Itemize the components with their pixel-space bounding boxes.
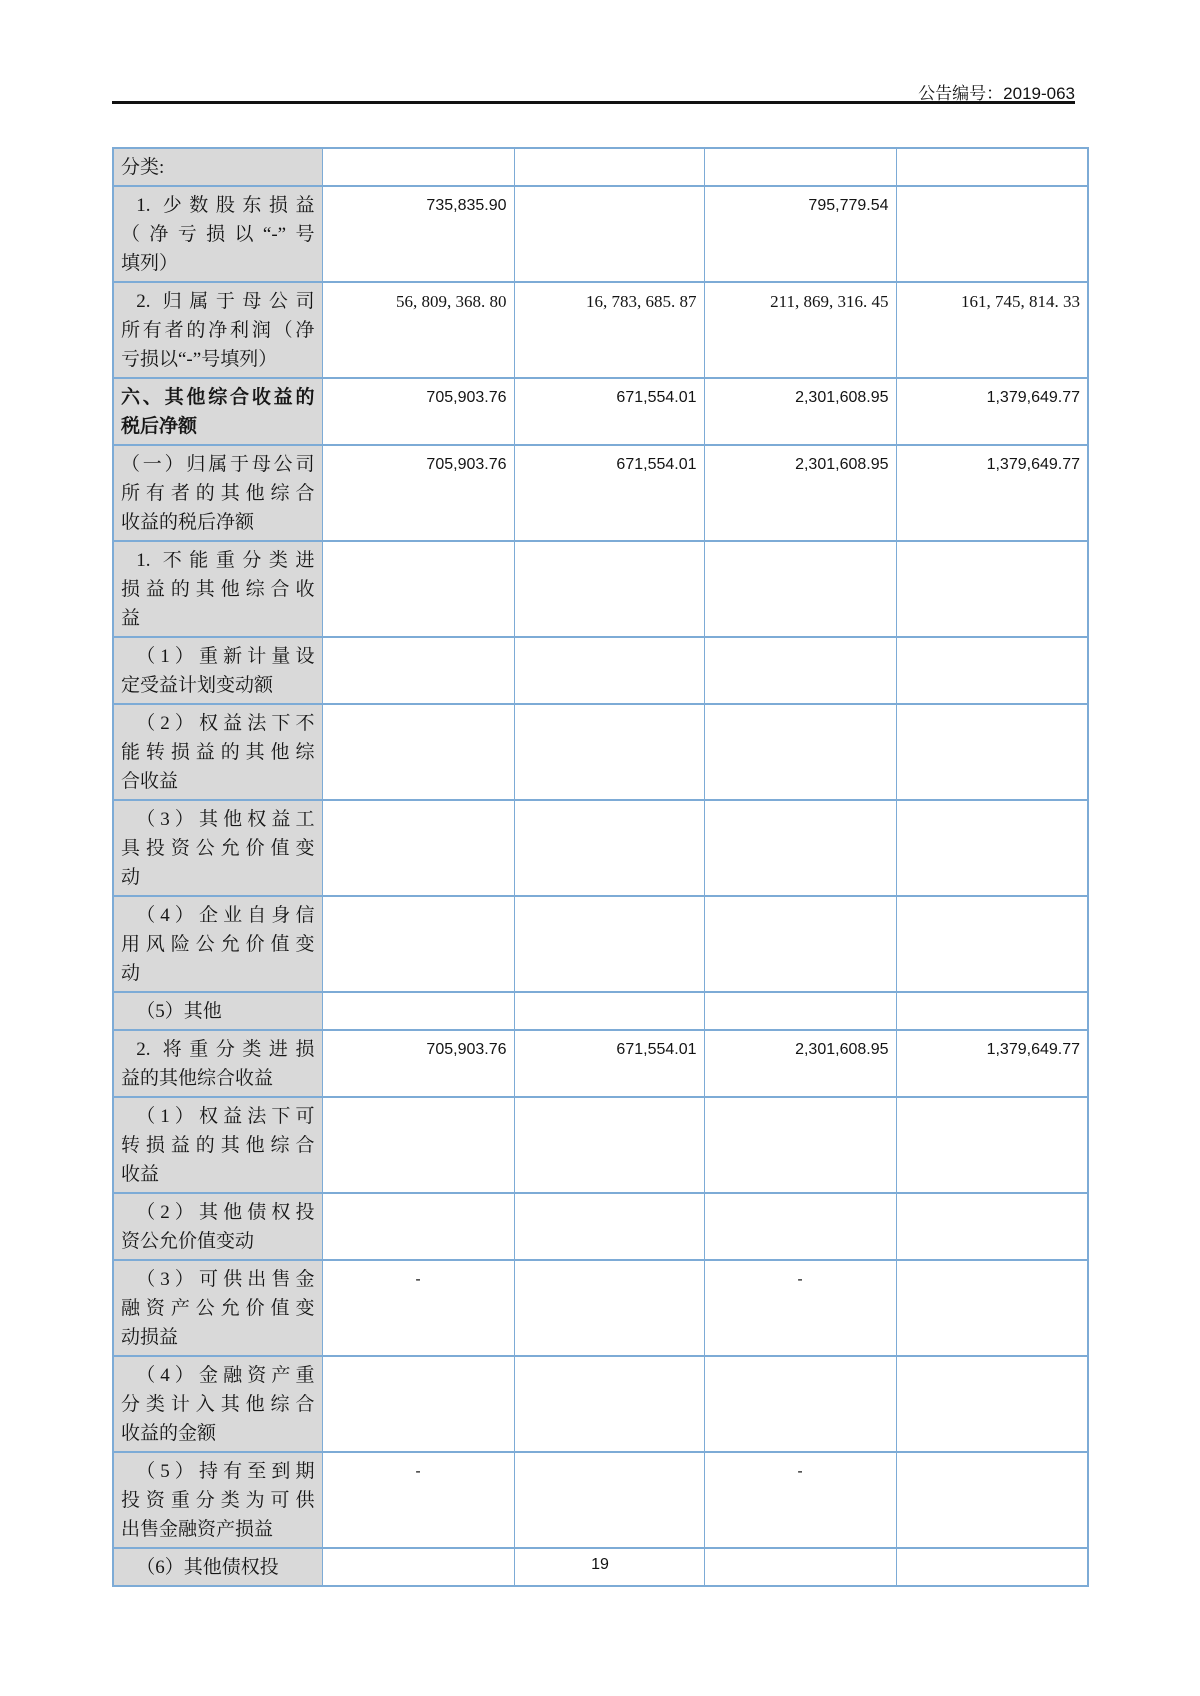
value-cell: 1,379,649.77 [896,445,1088,541]
table-row [113,704,1088,800]
row-label-cell [113,896,322,992]
table-row [113,282,1088,378]
value-cell: 705,903.76 [322,1030,514,1097]
row-label-line: 损益的其他综合收 [121,579,315,600]
value-cell: 211, 869, 316. 45 [704,282,896,378]
value-cell: - [704,1452,896,1548]
row-label-line: （4）企业自身信 [136,905,315,926]
row-label-cell [113,541,322,637]
table-row [113,896,1088,992]
row-label-line: 六、其他综合收益的 [121,387,315,408]
table-row [113,1260,1088,1356]
value-cell: 2,301,608.95 [704,445,896,541]
value-cell [514,186,704,282]
row-label-line: （1）重新计量设 [136,646,315,667]
row-label-cell [113,186,322,282]
value-cell: 671,554.01 [514,1030,704,1097]
value-cell: 161, 745, 814. 33 [896,282,1088,378]
value-cell [514,800,704,896]
value-cell [704,896,896,992]
value-cell: 2,301,608.95 [704,1030,896,1097]
table-row [113,1452,1088,1548]
row-label-line: 投资重分类为可供 [121,1490,315,1511]
value-cell [514,1097,704,1193]
value-cell: 671,554.01 [514,378,704,445]
value-cell [896,1193,1088,1260]
value-cell [322,148,514,186]
value-cell [896,1097,1088,1193]
value-cell [896,186,1088,282]
table-row [113,445,1088,541]
value-cell: 1,379,649.77 [896,1030,1088,1097]
value-cell: 705,903.76 [322,378,514,445]
row-label-line: 定受益计划变动额 [121,675,274,696]
value-cell [322,992,514,1030]
value-cell [704,1356,896,1452]
table-row [113,1356,1088,1452]
value-cell [322,896,514,992]
value-cell: 671,554.01 [514,445,704,541]
announcement-number: 公告编号：2019-063 [918,84,1075,103]
value-cell [896,704,1088,800]
value-cell [896,1260,1088,1356]
row-label-cell [113,1356,322,1452]
value-cell [514,1356,704,1452]
value-cell [322,704,514,800]
row-label-cell [113,1097,322,1193]
value-cell [704,800,896,896]
value-cell [704,541,896,637]
row-label-line: （2）其他债权投 [136,1202,315,1223]
row-label-line: 动损益 [121,1327,179,1348]
value-cell: 705,903.76 [322,445,514,541]
row-label-line: 所有者的其他综合 [121,483,315,504]
row-label-line: 收益 [121,1164,160,1185]
value-cell [896,148,1088,186]
row-label-line: （3）可供出售金 [136,1269,315,1290]
value-cell: - [704,1260,896,1356]
row-label-line: 分类计入其他综合 [121,1394,315,1415]
value-cell [514,1260,704,1356]
value-cell: 2,301,608.95 [704,378,896,445]
row-label-line: 2. 将重分类进损 [136,1039,315,1060]
row-label-line: 所有者的净利润（净 [121,320,315,341]
row-label-cell [113,704,322,800]
table-row [113,148,1088,186]
row-label-line: （6）其他债权投 [136,1557,279,1578]
row-label-line: 出售金融资产损益 [121,1519,274,1540]
row-label-line: （5）其他 [136,1001,222,1022]
value-cell: 56, 809, 368. 80 [322,282,514,378]
value-cell [896,1356,1088,1452]
value-cell [704,1193,896,1260]
row-label-cell [113,445,322,541]
table-row [113,637,1088,704]
value-cell [896,541,1088,637]
value-cell [896,992,1088,1030]
value-cell: 735,835.90 [322,186,514,282]
value-cell [896,1452,1088,1548]
value-cell [704,1097,896,1193]
row-label-line: 用风险公允价值变 [121,934,315,955]
value-cell [514,992,704,1030]
row-label-cell [113,1193,322,1260]
value-cell [704,992,896,1030]
row-label-line: 税后净额 [121,416,198,437]
value-cell [896,800,1088,896]
row-label-line: 益的其他综合收益 [121,1068,274,1089]
value-cell: - [322,1452,514,1548]
row-label-cell [113,1260,322,1356]
row-label-line: 动 [121,867,141,888]
financial-table [112,147,1089,1587]
value-cell: 16, 783, 685. 87 [514,282,704,378]
value-cell [704,637,896,704]
table-row [113,1097,1088,1193]
header-rule [112,101,1075,104]
row-label-line: （一）归属于母公司 [121,454,315,475]
value-cell [322,1356,514,1452]
table-row [113,186,1088,282]
value-cell [514,148,704,186]
table-row [113,378,1088,445]
value-cell [514,637,704,704]
row-label-line: 收益的税后净额 [121,512,255,533]
row-label-line: 分类: [121,157,165,178]
row-label-cell [113,637,322,704]
page-number [0,1556,1200,1574]
value-cell [514,896,704,992]
row-label-line: （1）权益法下可 [136,1106,315,1127]
value-cell [322,637,514,704]
row-label-line: 1. 不能重分类进 [136,550,315,571]
row-label-line: 亏损以“-”号填列） [121,349,278,370]
row-label-line: 转损益的其他综合 [121,1135,315,1156]
row-label-cell [113,1452,322,1548]
table-row [113,992,1088,1030]
value-cell [322,800,514,896]
value-cell [322,1097,514,1193]
value-cell: - [322,1260,514,1356]
row-label-line: 融资产公允价值变 [121,1298,315,1319]
row-label-line: 动 [121,963,141,984]
row-label-cell [113,1030,322,1097]
value-cell: 1,379,649.77 [896,378,1088,445]
row-label-line: （4）金融资产重 [136,1365,315,1386]
row-label-cell [113,282,322,378]
row-label-line: 填列） [121,253,179,274]
value-cell: 795,779.54 [704,186,896,282]
row-label-cell [113,378,322,445]
value-cell [322,541,514,637]
value-cell [896,896,1088,992]
row-label-line: 具投资公允价值变 [121,838,315,859]
row-label-line: 能转损益的其他综 [121,742,315,763]
value-cell [704,148,896,186]
value-cell [514,1193,704,1260]
row-label-cell [113,992,322,1030]
value-cell [514,541,704,637]
value-cell [896,637,1088,704]
row-label-line: 合收益 [121,771,179,792]
row-label-line: 益 [121,608,141,629]
page-number-text: 19 [591,1556,609,1573]
value-cell [322,1193,514,1260]
row-label-line: （2）权益法下不 [136,713,315,734]
row-label-cell [113,800,322,896]
value-cell [514,1452,704,1548]
table-row [113,800,1088,896]
value-cell [704,704,896,800]
value-cell [514,704,704,800]
row-label-line: 收益的金额 [121,1423,217,1444]
row-label-line: 资公允价值变动 [121,1231,255,1252]
table-row [113,1030,1088,1097]
table-row [113,541,1088,637]
row-label-cell [113,148,322,186]
table-row [113,1193,1088,1260]
row-label-line: 1. 少数股东损益 [136,195,315,216]
row-label-line: （3）其他权益工 [136,809,315,830]
row-label-line: （净亏损以“-”号 [121,224,315,245]
row-label-line: （5）持有至到期 [136,1461,315,1482]
row-label-line: 2. 归属于母公司 [136,291,315,312]
